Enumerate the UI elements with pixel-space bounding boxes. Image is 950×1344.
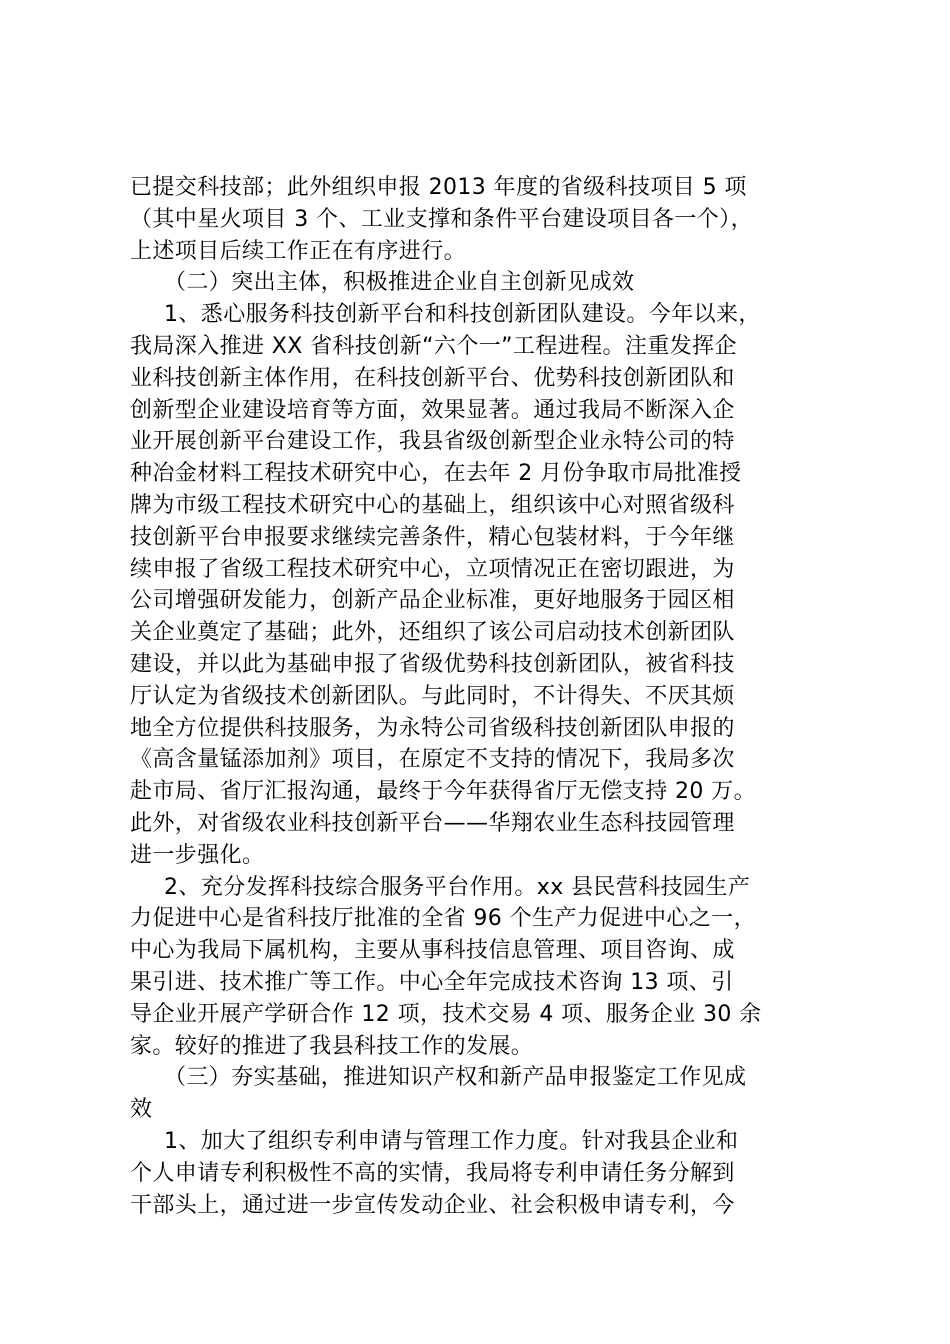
paragraph-first-line: 1、加大了组织专利申请与管理工作力度。针对我县企业和 [164, 1128, 739, 1154]
text-line: 果引进、技术推广等工作。中心全年完成技术咨询 13 项、引 [130, 969, 734, 995]
text-line: 业科技创新主体作用，在科技创新平台、优势科技创新团队和 [130, 365, 735, 391]
text-line: 我局深入推进 XX 省科技创新“六个一”工程进程。注重发挥企 [130, 333, 737, 359]
text-line: 关企业奠定了基础；此外，还组织了该公司启动技术创新团队 [130, 620, 735, 646]
text-line: 建设，并以此为基础申报了省级优势科技创新团队，被省科技 [130, 651, 735, 677]
text-line: 干部头上，通过进一步宣传发动企业、社会积极申请专利，今 [130, 1192, 735, 1218]
text-line: 牌为市级工程技术研究中心的基础上，组织该中心对照省级科 [130, 492, 735, 518]
document-body [130, 172, 830, 1221]
text-line: 导企业开展产学研合作 12 项，技术交易 4 项、服务企业 30 余 [130, 1001, 762, 1027]
text-line: 种冶金材料工程技术研究中心，在去年 2 月份争取市局批准授 [130, 461, 742, 487]
paragraph-first-line: 2、充分发挥科技综合服务平台作用。xx 县民营科技园生产 [164, 874, 751, 900]
text-line: 厅认定为省级技术创新团队。与此同时，不计得失、不厌其烦 [130, 683, 735, 709]
text-line: 《高含量锰添加剂》项目，在原定不支持的情况下，我局多次 [130, 747, 735, 773]
text-line: 此外，对省级农业科技创新平台——华翔农业生态科技园管理 [130, 810, 735, 836]
text-line: 业开展创新平台建设工作，我县省级创新型企业永特公司的特 [130, 429, 735, 455]
text-line: 技创新平台申报要求继续完善条件，精心包装材料，于今年继 [130, 524, 735, 550]
text-line: 已提交科技部；此外组织申报 2013 年度的省级科技项目 5 项 [130, 175, 747, 200]
text-line: 进一步强化。 [130, 842, 265, 868]
paragraph-first-line: （三）夯实基础，推进知识产权和新产品申报鉴定工作见成 [164, 1065, 747, 1091]
paragraph-first-line: （二）突出主体，积极推进企业自主创新见成效 [164, 270, 635, 296]
text-line: 赴市局、省厅汇报沟通，最终于今年获得省厅无偿支持 20 万。 [130, 779, 756, 805]
text-line: 个人申请专利积极性不高的实情，我局将专利申请任务分解到 [130, 1160, 735, 1186]
text-line: 效 [130, 1097, 153, 1123]
text-line: （其中星火项目 3 个、工业支撑和条件平台建设项目各一个）， [130, 206, 753, 232]
text-line: 地全方位提供科技服务，为永特公司省级科技创新团队申报的 [130, 715, 735, 741]
text-line: 上述项目后续工作正在有序进行。 [130, 238, 467, 264]
text-line: 创新型企业建设培育等方面，效果显著。通过我局不断深入企 [130, 397, 735, 423]
text-line: 中心为我局下属机构，主要从事科技信息管理、项目咨询、成 [130, 938, 735, 964]
paragraph-first-line: 1、悉心服务科技创新平台和科技创新团队建设。今年以来， [164, 302, 761, 328]
text-line: 公司增强研发能力，创新产品企业标准，更好地服务于园区相 [130, 588, 735, 614]
text-line: 力促进中心是省科技厅批准的全省 96 个生产力促进中心之一， [130, 906, 756, 932]
text-line: 家。较好的推进了我县科技工作的发展。 [130, 1033, 534, 1059]
text-line: 续申报了省级工程技术研究中心，立项情况正在密切跟进，为 [130, 556, 735, 582]
